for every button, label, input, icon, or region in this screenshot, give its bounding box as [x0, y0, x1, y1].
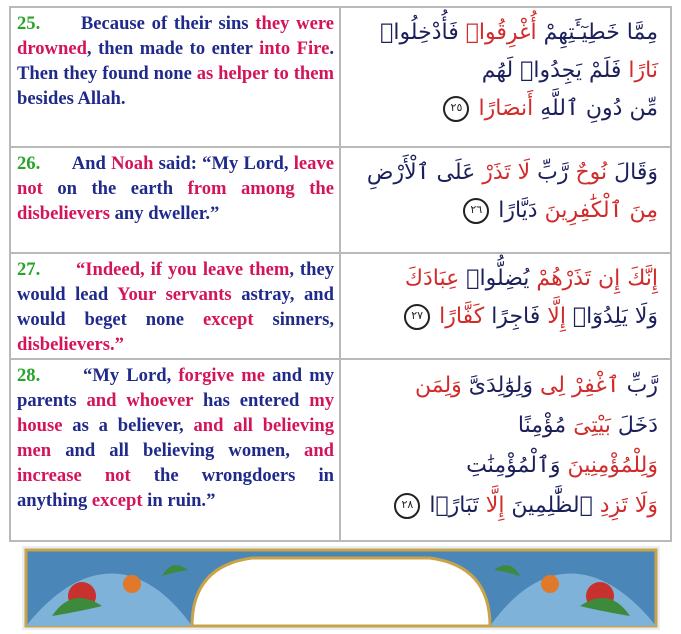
translation-segment: except	[91, 490, 143, 511]
translation-segment: “Indeed,	[75, 259, 151, 280]
verse-table	[9, 6, 672, 542]
arabic-segment: تَبَارًۢا	[429, 493, 486, 518]
verse-row-25	[11, 8, 670, 146]
english-translation	[11, 148, 341, 252]
arabic-text	[341, 254, 670, 358]
arabic-segment: رَّبِّ	[530, 160, 576, 185]
translation-segment: sinners,	[253, 309, 334, 330]
arabic-line	[351, 192, 658, 230]
translation-segment: as helper to them	[196, 63, 334, 84]
ayah-number-marker: ٢٦	[463, 198, 489, 224]
arabic-segment: عِبَادَكَ	[404, 266, 460, 291]
english-translation	[11, 8, 341, 146]
translation-segment: Because of their sins	[80, 13, 256, 34]
arabic-line	[351, 52, 658, 90]
arabic-segment: ٱلظَّٰلِمِينَ	[504, 493, 600, 518]
translation-segment: any dweller.”	[114, 203, 220, 224]
translation-segment: and all believing women,	[51, 440, 305, 461]
arabic-segment: لَا تَذَرْ	[482, 160, 531, 185]
arabic-segment: وَلَا تَزِدِ	[599, 493, 658, 518]
arabic-line	[351, 90, 658, 128]
translation-segment: , then made to enter	[86, 38, 260, 59]
arabic-segment: بَيْتِىَ	[573, 413, 611, 438]
translation-segment: from	[187, 178, 227, 199]
arabic-segment: نُوحٌ	[575, 160, 608, 185]
arabic-segment: إِلَّا	[485, 493, 505, 518]
arabic-line	[351, 14, 658, 52]
arabic-line	[351, 260, 658, 298]
translation-segment: and all believing men	[17, 415, 334, 461]
translation-segment: and whoever	[86, 390, 194, 411]
verse-row-27	[11, 252, 670, 358]
translation-segment: astray, and would beget none	[17, 284, 334, 330]
arabic-segment: يُضِلُّوا۟	[459, 266, 537, 291]
arabic-segment: فَاجِرًا	[484, 304, 548, 329]
translation-segment: on the earth	[42, 178, 188, 199]
verse-number: 27.	[17, 259, 41, 280]
translation-segment: “My Lord,	[83, 365, 179, 386]
verse-number: 28.	[17, 365, 41, 386]
verse-number: 26.	[17, 153, 41, 174]
translation-segment: except	[202, 309, 254, 330]
arabic-segment: وَلَا يَلِدُوٓا۟	[565, 304, 658, 329]
translation-segment: the wrongdoers in anything	[17, 465, 334, 511]
translation-segment: as a believer,	[62, 415, 194, 436]
translation-segment: into Fire	[259, 38, 330, 59]
translation-segment: Your servants	[117, 284, 232, 305]
arabic-line	[351, 298, 658, 336]
arabic-segment: فَأُدْخِلُوا۟	[380, 20, 466, 45]
translation-segment: my house	[17, 390, 334, 436]
arabic-line	[351, 406, 658, 446]
arabic-segment: ٱغْفِرْ لِى	[539, 373, 620, 398]
arabic-line	[351, 366, 658, 406]
arabic-segment: دَخَلَ	[610, 413, 658, 438]
translation-segment: disbelievers.”	[17, 334, 124, 355]
translation-segment: they were drowned	[17, 13, 334, 59]
arabic-line	[351, 446, 658, 486]
translation-segment: and increase not	[17, 440, 334, 486]
translation-segment: forgive me	[178, 365, 265, 386]
arabic-segment: أَنصَارًا	[478, 96, 534, 121]
translation-segment: And	[71, 153, 112, 174]
arabic-segment: وَلِمَن	[415, 373, 462, 398]
arabic-segment: إِلَّا	[547, 304, 566, 329]
translation-segment: Noah	[111, 153, 154, 174]
decorative-border-ornament	[22, 546, 660, 630]
translation-segment: in ruin.”	[142, 490, 216, 511]
translation-segment: if you leave them	[150, 259, 290, 280]
arabic-text	[341, 8, 670, 146]
ayah-number-marker: ٢٥	[443, 96, 469, 122]
arabic-segment: دَيَّارًا	[498, 198, 545, 223]
ayah-number-marker: ٢٨	[394, 493, 420, 519]
arabic-text	[341, 360, 670, 540]
arabic-text	[341, 148, 670, 252]
arabic-segment: نَارًا	[621, 58, 658, 83]
translation-segment: . Then they found none	[17, 38, 334, 84]
verse-number: 25.	[17, 13, 41, 34]
arabic-segment: إِنَّكَ إِن تَذَرْهُمْ	[536, 266, 658, 291]
ayah-number-marker: ٢٧	[404, 304, 430, 330]
arabic-segment: عَلَى ٱلْأَرْضِ	[366, 160, 483, 185]
arabic-segment: وَٱلْمُؤْمِنَٰتِ	[466, 453, 568, 478]
arabic-segment: وَلِلْمُؤْمِنِينَ	[567, 453, 658, 478]
translation-segment: and my parents	[17, 365, 335, 411]
translation-segment: , they would lead	[17, 259, 335, 305]
translation-segment: besides Allah.	[17, 88, 126, 109]
arabic-line	[351, 486, 658, 526]
english-translation	[11, 254, 341, 358]
arabic-segment: وَلِوَٰلِدَىَّ	[461, 373, 540, 398]
arabic-segment: مُؤْمِنًا	[517, 413, 574, 438]
arabic-segment: رَّبِّ	[619, 373, 658, 398]
arabic-segment: كَفَّارًا	[439, 304, 485, 329]
arabic-segment: أُغْرِقُوا۟	[465, 20, 537, 45]
arabic-segment: فَلَمْ يَجِدُوا۟ لَهُم	[481, 58, 622, 83]
arabic-segment: مِمَّا خَطِيٓـَٔتِهِمْ	[536, 20, 658, 45]
verse-row-28	[11, 358, 670, 540]
arabic-segment: مِنَ ٱلْكَٰفِرِينَ	[544, 198, 658, 223]
translation-segment: said: “My Lord,	[153, 153, 294, 174]
translation-segment: leave not	[17, 153, 334, 199]
arabic-segment: مِّن دُونِ ٱللَّهِ	[533, 96, 658, 121]
translation-segment: among the disbelievers	[17, 178, 334, 224]
translation-segment: has entered	[193, 390, 310, 411]
arabic-line	[351, 154, 658, 192]
verse-row-26	[11, 146, 670, 252]
arabic-segment: وَقَالَ	[607, 160, 658, 185]
english-translation	[11, 360, 341, 540]
